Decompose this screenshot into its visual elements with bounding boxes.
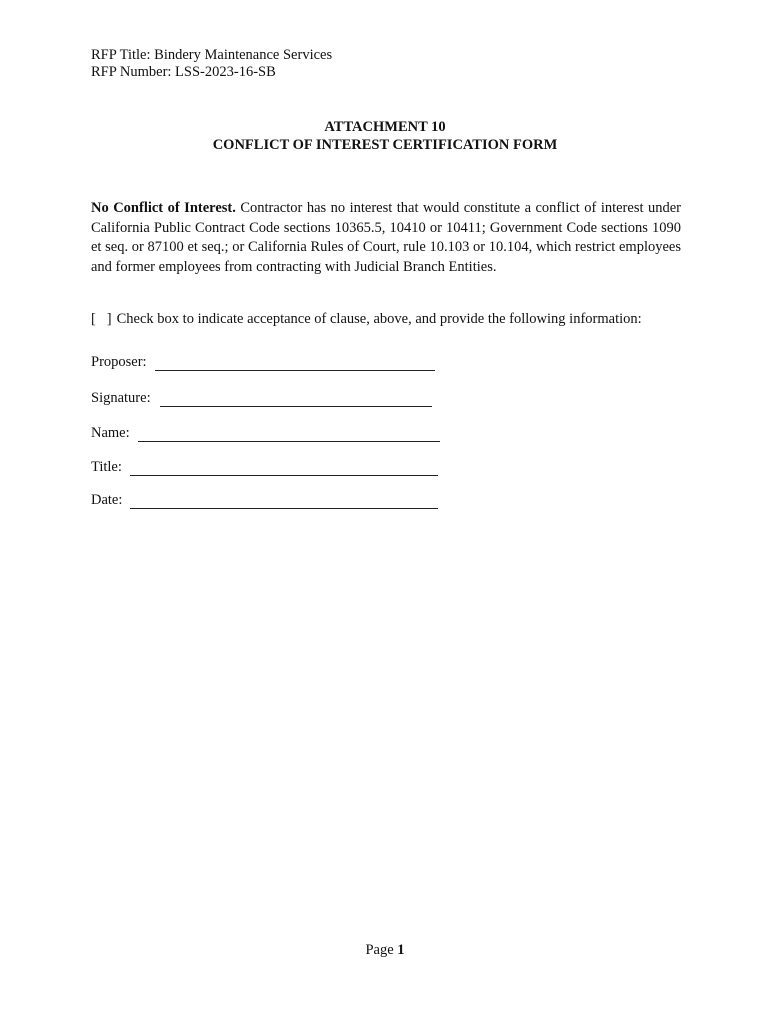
date-input-line[interactable] xyxy=(130,495,438,509)
title-field xyxy=(91,458,438,476)
rfp-header xyxy=(91,47,332,81)
proposer-label: Proposer: xyxy=(91,354,147,370)
conflict-clause xyxy=(91,199,681,277)
title-input-line[interactable] xyxy=(130,462,438,476)
page-number: 1 xyxy=(397,942,405,958)
proposer-field xyxy=(91,353,435,371)
signature-input-line[interactable] xyxy=(160,393,432,407)
date-label: Date: xyxy=(91,492,123,508)
attachment-title: ATTACHMENT 10 xyxy=(324,119,446,135)
proposer-input-line[interactable] xyxy=(155,357,435,371)
signature-field xyxy=(91,389,432,407)
rfp-number: RFP Number: LSS-2023-16-SB xyxy=(91,64,276,80)
acceptance-line xyxy=(91,310,642,328)
date-field xyxy=(91,491,438,509)
name-input-line[interactable] xyxy=(138,428,440,442)
rfp-title: RFP Title: Bindery Maintenance Services xyxy=(91,47,333,63)
form-title: CONFLICT OF INTEREST CERTIFICATION FORM xyxy=(212,137,558,153)
form-title-block xyxy=(0,118,770,154)
page-footer xyxy=(0,942,770,959)
page-label: Page xyxy=(365,942,398,958)
acceptance-text: Check box to indicate acceptance of clause, above, and provide the following information: xyxy=(113,311,642,327)
name-label: Name: xyxy=(91,425,130,441)
title-label: Title: xyxy=(91,459,122,475)
signature-label: Signature: xyxy=(91,390,151,406)
clause-lead: No Conflict of Interest. xyxy=(91,200,236,216)
acceptance-checkbox[interactable]: [ ] xyxy=(91,311,112,327)
clause-body: Contractor has no interest that would constitute a conflict of interest under California Public Contract Code sections 10365.5, 10410 or 10411; Government Code sections 1090 et seq. or 87100 et seq.; or California Rules of Court, rule 10.103 or 10.104, which restrict employees and former employees from contracting with Judicial Branch Entities. xyxy=(91,200,681,275)
name-field xyxy=(91,424,440,442)
